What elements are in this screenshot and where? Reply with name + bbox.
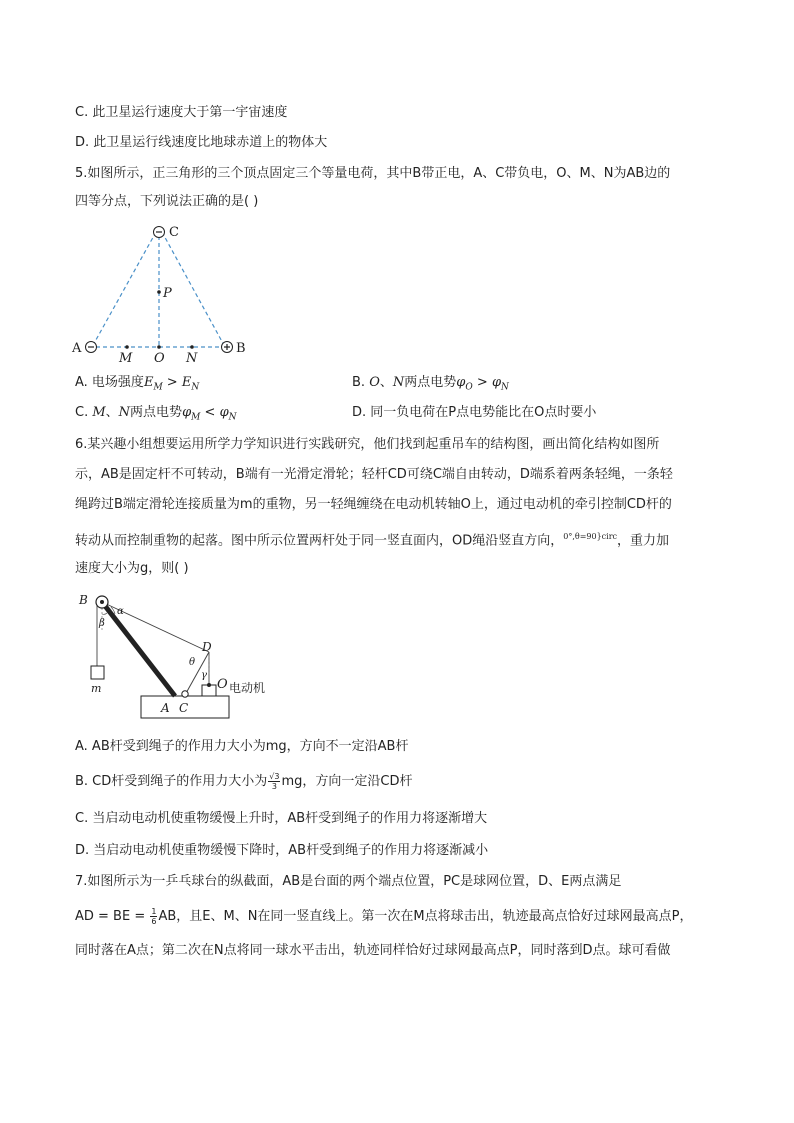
q6-stem-line-3: 绳跨过B端定滑轮连接质量为m的重物，另一轻绳缠绕在电动机转轴O上，通过电动机的牵引控制CD杆的 (75, 497, 672, 512)
q5-option-b: B. O、N两点电势$\varphi_O > \varphi_N$ (352, 375, 509, 393)
rod-ab (102, 602, 175, 696)
q5-option-d: D. 同一负电荷在P点电势能比在O点时要小 (352, 405, 597, 420)
hinge-c (182, 691, 188, 697)
label-m: m (91, 682, 102, 695)
q7-stem-line-1: 7.如图所示为一乒乓球台的纵截面，AB是台面的两个端点位置，PC是球网位置，D、E两点满足 (75, 874, 622, 889)
label-o: O (217, 677, 228, 692)
q5-stem-line-2: 四等分点，下列说法正确的是( ) (75, 194, 259, 209)
q6-stem-line-4-text: 转动从而控制重物的起落。图中所示位置两杆处于同一竖直面内，OD绳沿竖直方向， (75, 533, 564, 549)
point-n-dot (190, 345, 194, 349)
label-motor: 电动机 (229, 681, 266, 695)
q6-stem-line-1: 6.某兴趣小组想要运用所学力学知识进行实践研究，他们找到起重吊车的结构图，画出简化结构如图所 (75, 437, 660, 452)
charge-c (154, 227, 165, 238)
label-n: N (186, 351, 198, 365)
label-beta: β (99, 618, 105, 629)
label-c: C (169, 225, 179, 240)
point-p-dot (157, 290, 161, 294)
q7-stem-line-3: 同时落在A点；第二次在N点将同一球水平击出，轨迹同样恰好过球网最高点P，同时落到D点。球可看做 (75, 943, 671, 958)
q6-crane-figure (75, 588, 285, 723)
sqrt3-over-3-fraction (268, 772, 280, 791)
label-gamma: γ (201, 670, 207, 681)
label-a: A (161, 701, 170, 715)
point-m-dot (125, 345, 129, 349)
pulley-b (96, 596, 108, 608)
one-sixth-fraction (150, 907, 157, 926)
label-b: B (79, 593, 88, 607)
q6-stem-line-4 (75, 528, 669, 550)
q7-stem-line-2 (75, 907, 692, 926)
weight-block (91, 666, 104, 679)
q6-option-a: A. AB杆受到绳子的作用力大小为mg，方向不一定沿AB杆 (75, 739, 409, 754)
q6-option-b-suffix: mg，方向一定沿CD杆 (281, 774, 413, 789)
fraction-denominator: 3 (271, 782, 277, 791)
q7-stem-line-2-prefix: AD = BE = (75, 909, 150, 924)
q4-option-d: D. 此卫星运行线速度比地球赤道上的物体大 (75, 135, 328, 150)
q6-option-d: D. 当启动电动机使重物缓慢下降时，AB杆受到绳子的作用力将逐渐减小 (75, 843, 489, 858)
label-c: C (179, 701, 189, 715)
label-alpha: α (117, 606, 124, 617)
q7-stem-line-2-suffix: AB，且E、M、N在同一竖直线上。第一次在M点将球击出，轨迹最高点恰好过球网最高点P， (158, 909, 693, 924)
fraction-numerator: √3 (269, 772, 280, 781)
q5-stem-line-1: 5.如图所示，正三角形的三个顶点固定三个等量电荷，其中B带正电，A、C带负电，O、M、N为AB边的 (75, 166, 671, 181)
label-theta: θ (189, 657, 196, 668)
label-b: B (236, 341, 246, 356)
q4-option-c: C. 此卫星运行速度大于第一宇宙速度 (75, 105, 288, 120)
q5-option-c: C. M、N两点电势$\varphi_M < \varphi_N$ (75, 405, 237, 423)
charge-b (222, 342, 233, 353)
q6-stem-line-5: 速度大小为g，则( ) (75, 561, 189, 576)
angle-arc-beta (102, 613, 107, 614)
fraction-numerator: 1 (151, 907, 157, 916)
q6-stem-line-2: 示，AB是固定杆不可转动，B端有一光滑定滑轮；轻杆CD可绕C端自由转动，D端系着两条轻绳，一条轻 (75, 467, 673, 482)
triangle-side-ca (92, 232, 156, 347)
q5-option-a: A. 电场强度$E_M > E_N$ (75, 375, 200, 393)
motor (202, 683, 216, 696)
q6-option-b-prefix: B. CD杆受到绳子的作用力大小为 (75, 774, 268, 789)
q6-option-c: C. 当启动电动机使重物缓慢上升时，AB杆受到绳子的作用力将逐渐增大 (75, 811, 488, 826)
q6-stem-line-4-tail: ，重力加 (617, 533, 670, 549)
fraction-denominator: 6 (151, 917, 157, 926)
label-a: A (72, 341, 82, 356)
label-m: M (119, 351, 133, 365)
point-o-dot (157, 345, 161, 349)
charge-a (86, 342, 97, 353)
q6-angle-condition-glitch: 0°,θ=90}circ (563, 532, 618, 541)
label-p: P (163, 286, 172, 301)
q6-option-b (75, 772, 412, 791)
label-d: D (202, 640, 212, 654)
label-o: O (154, 351, 165, 365)
q5-triangle-figure (70, 220, 260, 365)
